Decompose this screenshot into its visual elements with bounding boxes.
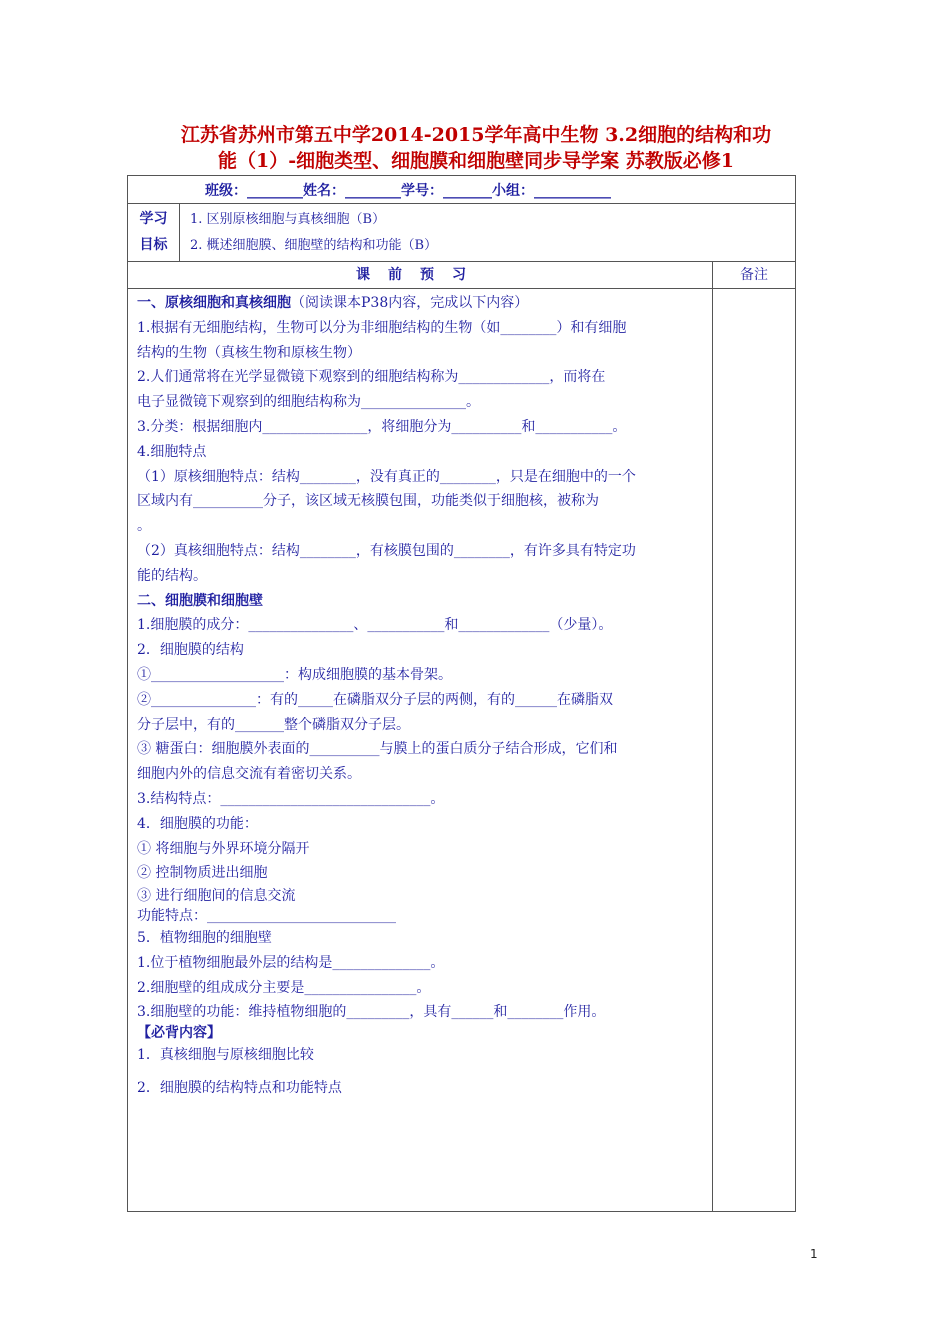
content-line: 4．细胞膜的功能： xyxy=(137,815,258,832)
section-1-heading xyxy=(137,291,707,316)
content-line: 2．细胞膜的结构 xyxy=(137,642,244,659)
spacer xyxy=(137,1067,707,1076)
content-line: 结构的生物（真核生物和原核生物） xyxy=(137,344,361,361)
goals-label xyxy=(128,204,180,261)
goals-label-line-2: 目标 xyxy=(139,237,168,253)
content-line: 2.人们通常将在光学显微镜下观察到的细胞结构称为_____________，而将在 xyxy=(137,369,606,386)
content-line: 5．植物细胞的细胞壁 xyxy=(137,930,272,947)
content-line: 3.结构特点：______________________________。 xyxy=(137,790,445,807)
preview-content xyxy=(137,291,707,1101)
preview-header: 课前预习 xyxy=(128,262,713,288)
content-line: 1．真核细胞与原核细胞比较 xyxy=(137,1046,314,1063)
content-line: 能的结构。 xyxy=(137,567,207,584)
content-line: 1.细胞膜的成分：_______________、___________和_____________（少量）。 xyxy=(137,617,613,634)
content-line: ②_______________：有的_____在磷脂双分子层的两侧，有的______在磷脂双 xyxy=(137,691,613,708)
content-line: 电子显微镜下观察到的细胞结构称为_______________。 xyxy=(137,394,480,411)
goals-list xyxy=(190,207,437,259)
must-memorize-title: 【必背内容】 xyxy=(137,1024,221,1041)
learning-goals-row xyxy=(128,204,795,262)
content-line: 2.细胞壁的组成成分主要是________________。 xyxy=(137,979,431,996)
page-number: 1 xyxy=(810,1247,818,1261)
content-line: 4.细胞特点 xyxy=(137,443,207,460)
content-line: ③ 进行细胞间的信息交流 xyxy=(137,888,296,905)
content-line: 。 xyxy=(137,518,151,535)
section-1-note: （阅读课本P38内容，完成以下内容） xyxy=(291,295,529,311)
content-line: 1.根据有无细胞结构，生物可以分为非细胞结构的生物（如________）和有细胞 xyxy=(137,319,627,336)
class-info-row xyxy=(128,176,795,204)
content-line: ①___________________：构成细胞膜的基本骨架。 xyxy=(137,666,452,683)
section-1-title: 一、原核细胞和真核细胞 xyxy=(137,295,291,311)
notes-header: 备注 xyxy=(740,267,768,283)
preview-content-cell xyxy=(128,289,713,1211)
title-line-2: 能（1）-细胞类型、细胞膜和细胞壁同步导学案 苏教版必修1 xyxy=(218,150,734,172)
content-line: 3.分类：根据细胞内_______________，将细胞分为__________和___________。 xyxy=(137,418,627,435)
section-header-row xyxy=(128,262,795,289)
document-title xyxy=(120,122,832,174)
content-line: ② 控制物质进出细胞 xyxy=(137,865,268,882)
goals-label-line-1: 学习 xyxy=(139,211,168,227)
content-line: 功能特点：___________________________ xyxy=(137,908,396,925)
content-line: 区域内有__________分子，该区域无核膜包围，功能类似于细胞核，被称为 xyxy=(137,493,599,510)
class-info-text: 班级：________姓名：________学号：_______小组：___________ xyxy=(205,183,611,199)
content-line: ① 将细胞与外界环境分隔开 xyxy=(137,840,310,857)
goal-item: 2. 概述细胞膜、细胞壁的结构和功能（B） xyxy=(190,238,438,253)
content-line: （1）原核细胞特点：结构________，没有真正的________，只是在细胞中的一个 xyxy=(137,468,636,485)
worksheet-table xyxy=(127,175,796,1212)
content-line: ③ 糖蛋白：细胞膜外表面的__________与膜上的蛋白质分子结合形成，它们和 xyxy=(137,741,618,758)
goal-item: 1. 区别原核细胞与真核细胞（B） xyxy=(190,212,386,227)
content-line: 3.细胞壁的功能：维持植物细胞的_________，具有______和________作用。 xyxy=(137,1003,606,1020)
content-line: 分子层中，有的_______整个磷脂双分子层。 xyxy=(137,716,410,733)
content-line: 细胞内外的信息交流有着密切关系。 xyxy=(137,766,361,783)
content-line: 1.位于植物细胞最外层的结构是______________。 xyxy=(137,954,445,971)
title-line-1: 江苏省苏州市第五中学2014-2015学年高中生物 3.2细胞的结构和功 xyxy=(180,124,772,146)
section-2-title: 二、细胞膜和细胞壁 xyxy=(137,592,263,609)
content-line: 2．细胞膜的结构特点和功能特点 xyxy=(137,1080,342,1097)
content-line: （2）真核细胞特点：结构________，有核膜包围的________，有许多具有特定功 xyxy=(137,542,636,559)
